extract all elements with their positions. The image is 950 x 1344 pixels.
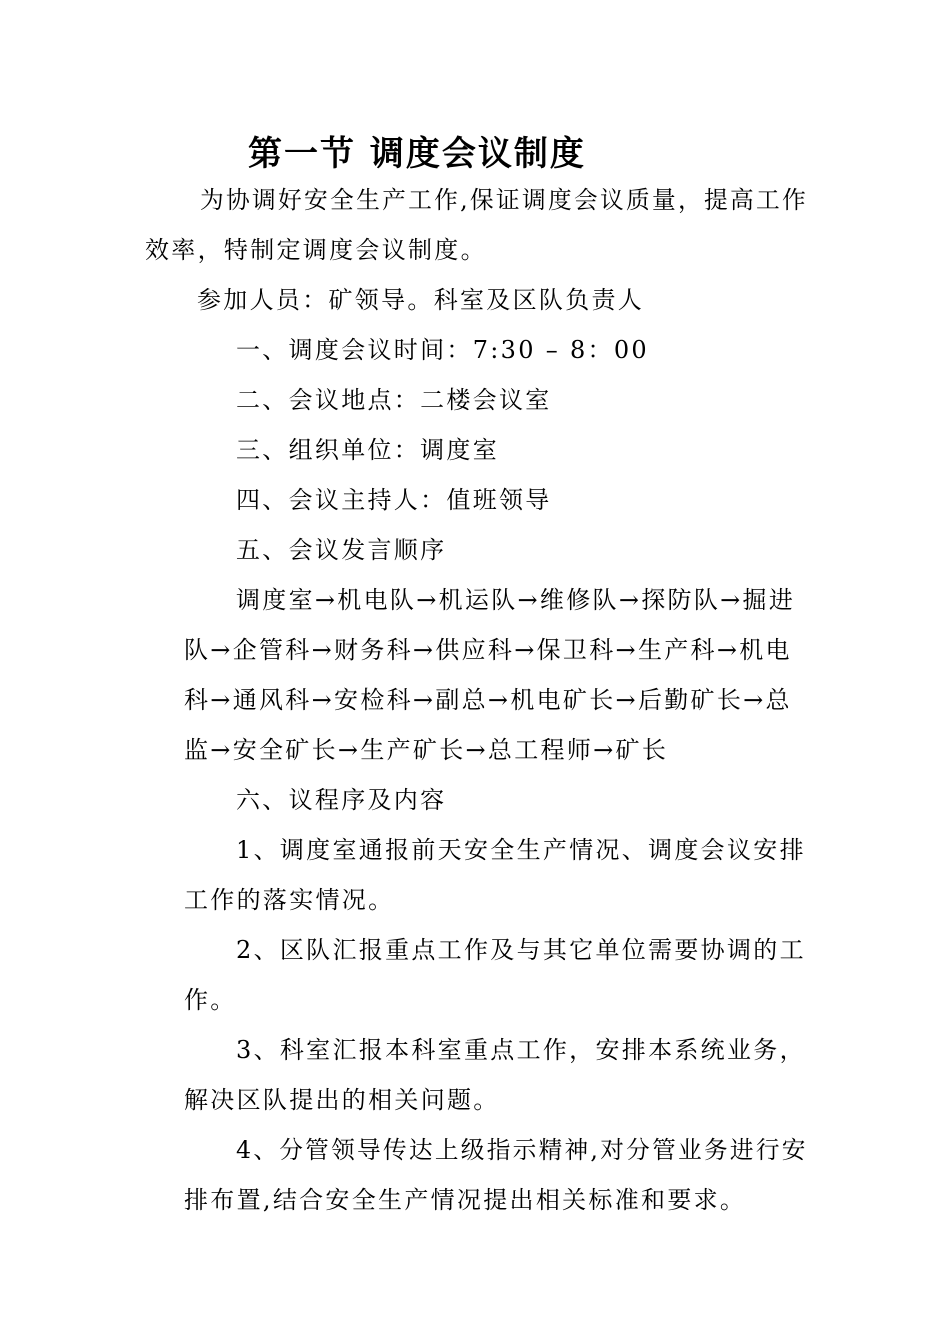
paragraph-line: 四、会议主持人：值班领导 — [236, 486, 552, 514]
paragraph-line: 三、组织单位：调度室 — [236, 436, 499, 464]
paragraph-line: 工作的落实情况。 — [184, 886, 395, 914]
paragraph-line: 1、调度室通报前天安全生产情况、调度会议安排 — [236, 836, 806, 864]
paragraph-line: 调度室→机电队→机运队→维修队→探防队→掘进 — [236, 586, 796, 614]
paragraph-line: 一、调度会议时间：7:30 – 8：00 — [236, 336, 649, 364]
paragraph-line: 六、议程序及内容 — [236, 786, 447, 814]
paragraph-line: 3、科室汇报本科室重点工作，安排本系统业务， — [236, 1036, 806, 1064]
paragraph-line: 解决区队提出的相关问题。 — [184, 1086, 500, 1114]
paragraph-line: 排布置,结合安全生产情况提出相关标准和要求。 — [184, 1186, 747, 1214]
paragraph-line: 监→安全矿长→生产矿长→总工程师→矿长 — [184, 736, 669, 764]
paragraph-line: 队→企管科→财务科→供应科→保卫科→生产科→机电 — [184, 636, 792, 664]
paragraph-line: 作。 — [184, 986, 237, 1014]
paragraph-line: 4、分管领导传达上级指示精神,对分管业务进行安 — [236, 1136, 808, 1164]
paragraph-line: 参加人员：矿领导。科室及区队负责人 — [197, 286, 645, 314]
document-title: 第一节 调度会议制度 — [248, 134, 586, 174]
paragraph-line: 二、会议地点：二楼会议室 — [236, 386, 552, 414]
paragraph-line: 五、会议发言顺序 — [236, 536, 447, 564]
paragraph-line: 科→通风科→安检科→副总→机电矿长→后勤矿长→总 — [184, 686, 792, 714]
paragraph-line: 2、区队汇报重点工作及与其它单位需要协调的工 — [236, 936, 806, 964]
paragraph-line: 为协调好安全生产工作,保证调度会议质量，提高工作 — [200, 186, 809, 214]
paragraph-line: 效率，特制定调度会议制度。 — [145, 236, 487, 264]
